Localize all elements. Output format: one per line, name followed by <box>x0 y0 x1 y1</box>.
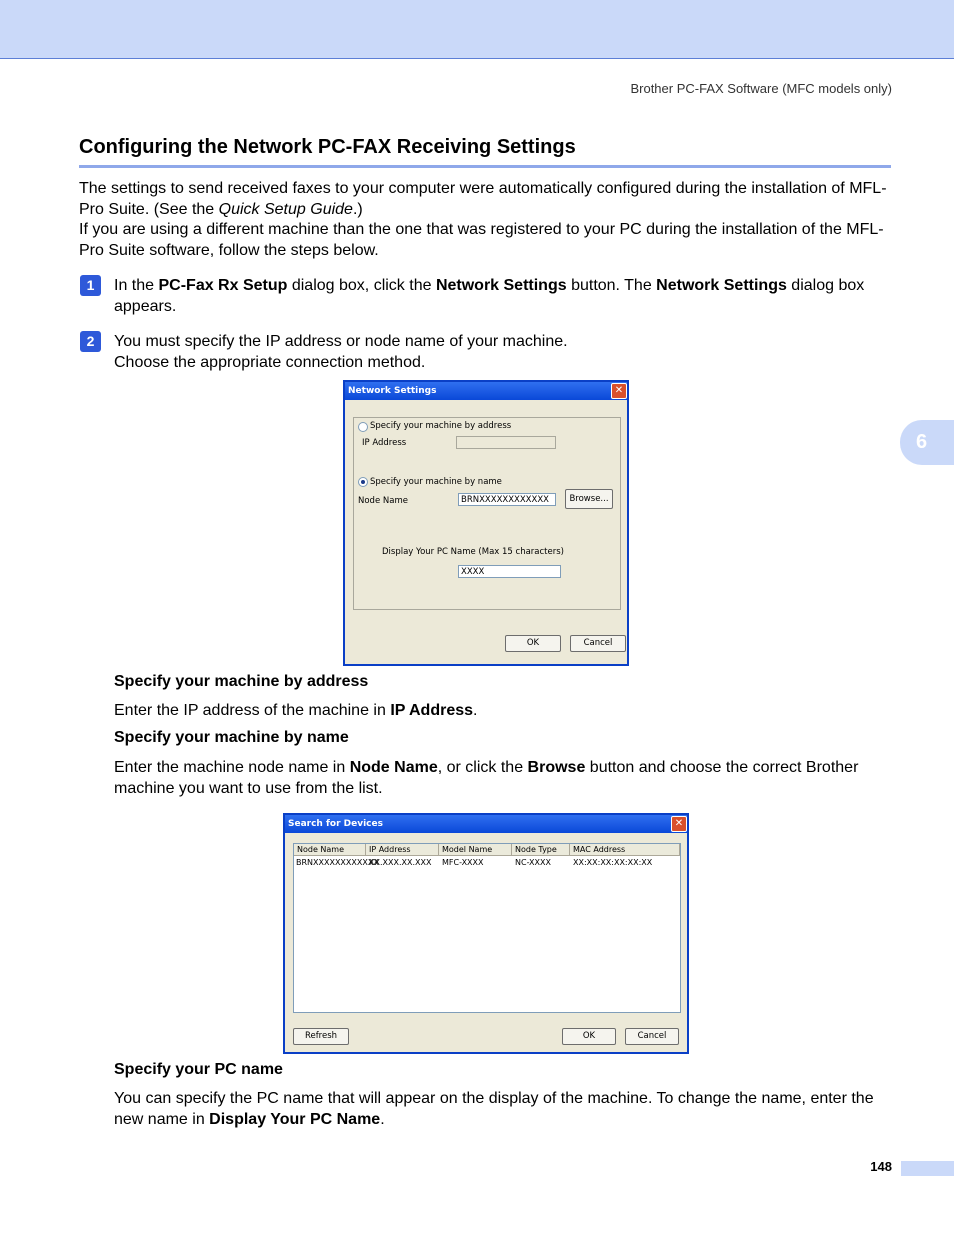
cell-node-type[interactable]: NC-XXXX <box>515 858 551 867</box>
ok-button[interactable]: OK <box>562 1028 616 1045</box>
column-header-mac-address[interactable]: MAC Address <box>570 844 680 856</box>
close-icon[interactable]: ✕ <box>671 816 687 832</box>
subheading-by-address: Specify your machine by address <box>114 673 369 690</box>
intro-paragraph-1: The settings to send received faxes to your computer were automatically configured during the installation of MFL-Pro Suite. (See the Quick Setup Guide.) <box>79 180 887 218</box>
step-1-text: In the PC-Fax Rx Setup dialog box, click the Network Settings button. The Network Settings dialog box appears. <box>114 277 865 315</box>
subheading-by-name: Specify your machine by name <box>114 729 349 746</box>
close-icon[interactable]: ✕ <box>611 383 627 399</box>
column-header-node-name[interactable]: Node Name <box>294 844 366 856</box>
connection-group <box>353 417 621 610</box>
cell-ip-address[interactable]: XX.XXX.XX.XXX <box>369 858 432 867</box>
by-name-text: Enter the machine node name in Node Name, or click the Browse button and choose the correct Brother machine you want to use from the list. <box>114 759 859 797</box>
ok-button[interactable]: OK <box>505 635 561 652</box>
pc-name-text: You can specify the PC name that will appear on the display of the machine. To change the name, enter the new name in Display Your PC Name. <box>114 1090 874 1128</box>
refresh-button[interactable]: Refresh <box>293 1028 349 1045</box>
column-header-ip-address[interactable]: IP Address <box>366 844 439 856</box>
column-header-node-type[interactable]: Node Type <box>512 844 570 856</box>
title-rule <box>79 165 891 168</box>
node-name-label: Node Name <box>358 496 408 506</box>
step-2-text: You must specify the IP address or node name of your machine. Choose the appropriate connection method. <box>114 333 568 371</box>
cell-model-name[interactable]: MFC-XXXX <box>442 858 484 867</box>
node-name-input[interactable]: BRNXXXXXXXXXXXX <box>458 493 556 506</box>
cell-node-name[interactable]: BRNXXXXXXXXXXXX <box>296 858 379 867</box>
cell-mac-address[interactable]: XX:XX:XX:XX:XX:XX <box>573 858 653 867</box>
by-address-text: Enter the IP address of the machine in IP Address. <box>114 702 478 719</box>
step-1-number: 1 <box>80 275 101 296</box>
chapter-tab: 6 <box>900 420 954 465</box>
browse-button[interactable]: Browse... <box>565 489 613 509</box>
intro-paragraph-2: If you are using a different machine than the one that was registered to your PC during the installation of the MFL-Pro Suite software, follow the steps below. <box>79 221 884 259</box>
dialog-title-bar: Network Settings <box>345 382 627 400</box>
quick-setup-guide-reference: Quick Setup Guide <box>218 200 353 218</box>
radio-by-address-label: Specify your machine by address <box>370 421 512 431</box>
radio-by-name-label: Specify your machine by name <box>370 477 502 487</box>
ip-address-input[interactable] <box>456 436 556 449</box>
page-number: 148 <box>870 1159 892 1174</box>
cancel-button[interactable]: Cancel <box>570 635 626 652</box>
dialog-title-bar: Search for Devices <box>285 815 687 833</box>
running-header: Brother PC-FAX Software (MFC models only) <box>630 81 892 96</box>
device-list[interactable] <box>293 843 681 1013</box>
page-number-bar <box>901 1161 954 1176</box>
step-2-number: 2 <box>80 331 101 352</box>
ip-address-label: IP Address <box>362 438 407 448</box>
radio-by-address[interactable] <box>358 422 368 432</box>
cancel-button[interactable]: Cancel <box>625 1028 679 1045</box>
column-header-model-name[interactable]: Model Name <box>439 844 512 856</box>
pc-name-input[interactable]: XXXX <box>458 565 561 578</box>
section-title: Configuring the Network PC-FAX Receiving Settings <box>79 136 576 158</box>
header-band <box>0 0 954 59</box>
subheading-pc-name: Specify your PC name <box>114 1061 283 1078</box>
radio-by-name[interactable] <box>358 477 368 487</box>
pc-name-label: Display Your PC Name (Max 15 characters) <box>382 547 564 557</box>
network-settings-dialog <box>343 380 629 666</box>
search-devices-dialog <box>283 813 689 1054</box>
